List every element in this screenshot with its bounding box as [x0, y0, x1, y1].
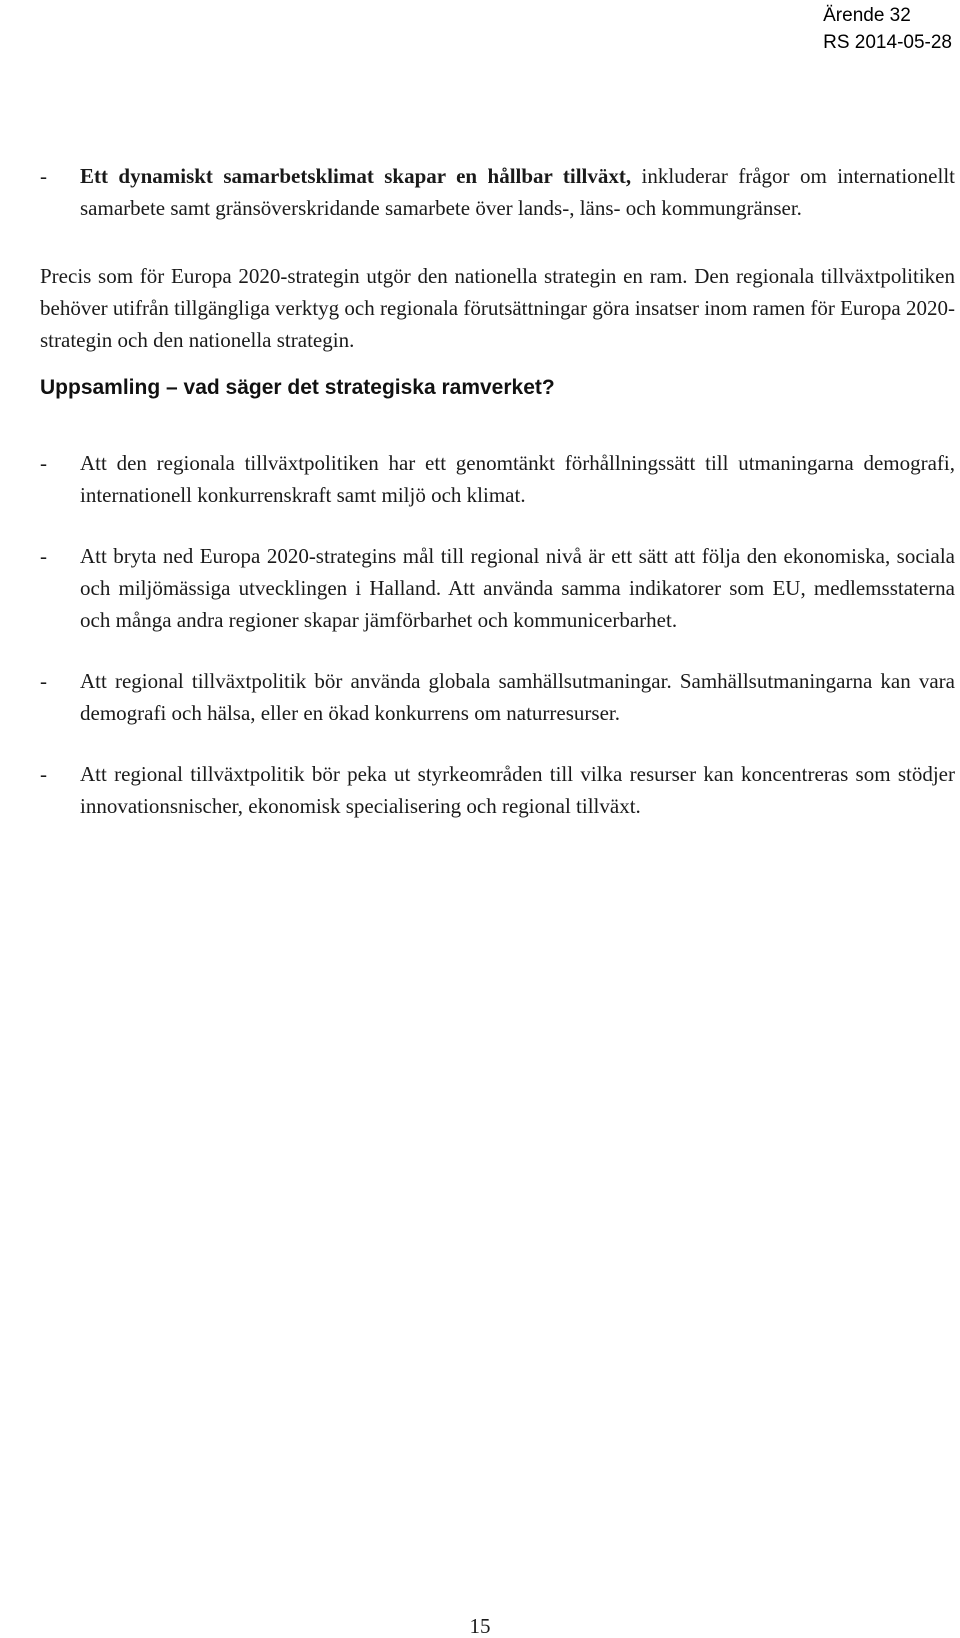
list-item: [40, 665, 955, 729]
list-item-text: Att den regionala tillväxtpolitiken har ett genomtänkt förhållningssätt till utmaningarna demografi, internationell konkurrenskraft samt miljö och klimat.: [80, 451, 955, 507]
bullet-dash: -: [40, 669, 47, 693]
body-paragraph: Precis som för Europa 2020-strategin utgör den nationella strategin en ram. Den regionala tillväxtpolitiken behöver utifrån tillgängliga verktyg och regionala förutsättningar göra insatser inom ramen för Europa 2020-strategin och den nationella strategin.: [40, 264, 955, 352]
intro-bullet: [40, 160, 955, 224]
bullet-dash: -: [40, 762, 47, 786]
list-item: [40, 758, 955, 822]
list-item: [40, 540, 955, 636]
section-heading: Uppsamling – vad säger det strategiska ramverket?: [40, 376, 555, 399]
page-number: 15: [469, 1614, 491, 1638]
document-body: [40, 160, 955, 822]
document-header: [823, 2, 952, 56]
document-date: RS 2014-05-28: [823, 32, 952, 53]
list-item: [40, 447, 955, 511]
list-item-text: Att bryta ned Europa 2020-strategins mål till regional nivå är ett sätt att följa den ekonomiska, sociala och miljömässiga utvecklingen i Halland. Att använda samma indikatorer som EU, medlemsstaterna och många andra regioner skapar jämförbarhet och kommunicerbarhet.: [80, 544, 955, 632]
intro-bullet-bold: Ett dynamiskt samarbetsklimat skapar en hållbar tillväxt,: [80, 164, 632, 188]
list-item-text: Att regional tillväxtpolitik bör använda globala samhällsutmaningar. Samhällsutmaningarna kan vara demografi och hälsa, eller en ökad konkurrens om naturresurser.: [80, 669, 955, 725]
intro-bullet-text: inkluderar frågor om internationellt samarbete samt gränsöverskridande samarbete över lands-, läns- och kommungränser.: [80, 164, 955, 220]
bullet-dash: -: [40, 544, 47, 568]
list-item-text: Att regional tillväxtpolitik bör peka ut styrkeområden till vilka resurser kan koncentreras som stödjer innovationsnischer, ekonomisk specialisering och regional tillväxt.: [80, 762, 955, 818]
bullet-dash: -: [40, 164, 47, 188]
bullet-dash: -: [40, 451, 47, 475]
case-number: Ärende 32: [823, 5, 911, 26]
